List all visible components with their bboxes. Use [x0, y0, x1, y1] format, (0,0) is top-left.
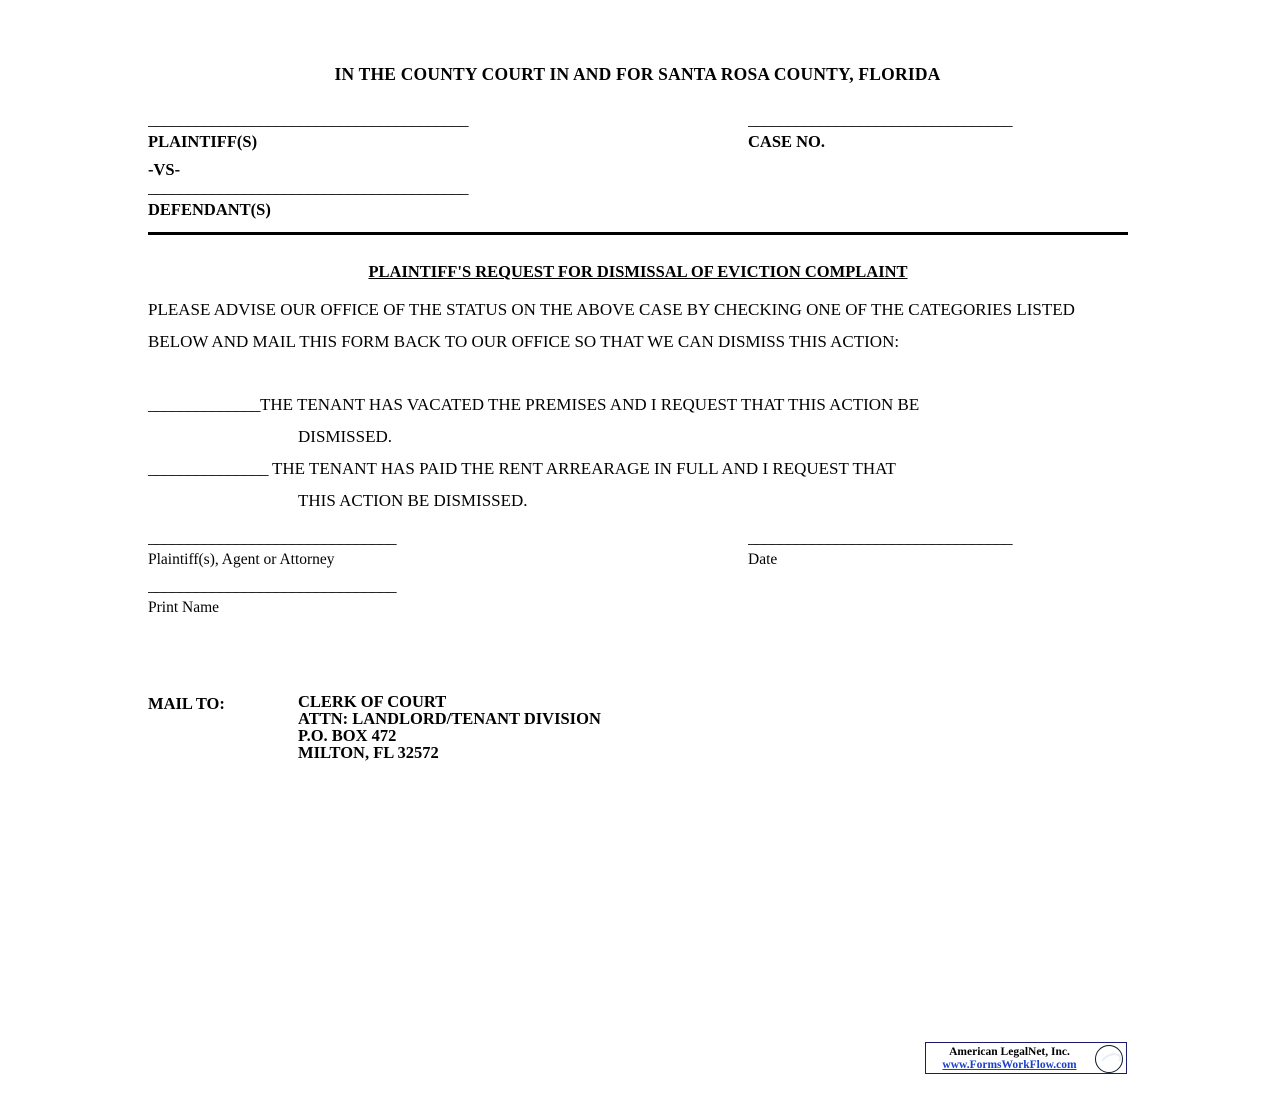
instructions-paragraph: PLEASE ADVISE OUR OFFICE OF THE STATUS ON THE ABOVE CASE BY CHECKING ONE OF THE CATEGORIES LISTED BELOW AND MAIL THIS FORM BACK TO OUR OFFICE SO THAT WE CAN DISMISS THIS ACTION: [148, 300, 1075, 351]
signature-label-wrap [148, 550, 493, 569]
defendant-label: DEFENDANT(S) [148, 200, 271, 219]
document-title-text: PLAINTIFF'S REQUEST FOR DISMISSAL OF EVICTION COMPLAINT [368, 262, 908, 281]
option-vacated[interactable] [148, 389, 1128, 453]
option-paid-arrearage[interactable] [148, 453, 1128, 517]
print-name-label: Print Name [148, 599, 220, 616]
plaintiff-label-wrap [148, 132, 618, 151]
option-paid-arrearage-continuation: THIS ACTION BE DISMISSED. [298, 491, 528, 510]
mail-to-label: MAIL TO: [148, 694, 225, 713]
signature-rule[interactable]: _______________________________ [148, 530, 396, 546]
date-label-wrap [748, 550, 1093, 569]
vs-label-wrap [148, 160, 618, 179]
plaintiff-label: PLAINTIFF(S) [148, 132, 258, 151]
mail-to-line-4: MILTON, FL 32572 [298, 743, 439, 763]
legalnet-logo-icon [1095, 1045, 1123, 1073]
vs-label: -VS- [148, 160, 181, 179]
option-vacated-text: THE TENANT HAS VACATED THE PREMISES AND I REQUEST THAT THIS ACTION BE [260, 395, 920, 414]
date-rule[interactable]: _________________________________ [748, 530, 1012, 546]
plaintiff-rule[interactable]: ________________________________________ [148, 112, 468, 128]
defendant-label-wrap [148, 200, 618, 219]
mail-to-line-1: CLERK OF COURT [298, 692, 447, 711]
court-heading: IN THE COUNTY COURT IN AND FOR SANTA ROSA COUNTY, FLORIDA [334, 64, 941, 84]
mail-to-address [298, 694, 601, 762]
case-no-line [748, 112, 1148, 128]
footer-stamp [925, 1042, 1127, 1074]
print-name-line [148, 578, 493, 594]
option-vacated-blank[interactable]: ______________ [148, 395, 260, 414]
date-line [748, 530, 1093, 546]
case-no-label: CASE NO. [748, 132, 826, 151]
option-vacated-continuation: DISMISSED. [298, 427, 392, 446]
case-no-label-wrap [748, 132, 1148, 151]
print-name-rule[interactable]: _______________________________ [148, 578, 396, 594]
option-paid-arrearage-blank[interactable]: _______________ [148, 459, 268, 478]
document-title [148, 262, 1128, 282]
footer-stamp-company: American LegalNet, Inc. [949, 1046, 1070, 1058]
caption-divider [148, 232, 1128, 235]
mail-to-line-2: ATTN: LANDLORD/TENANT DIVISION [298, 709, 601, 729]
defendant-line [148, 180, 618, 196]
case-no-rule[interactable]: _________________________________ [748, 112, 1012, 128]
signature-line [148, 530, 493, 546]
footer-stamp-text [932, 1046, 1087, 1072]
date-label: Date [748, 551, 778, 568]
footer-stamp-website[interactable]: www.FormsWorkFlow.com [942, 1059, 1077, 1071]
plaintiff-line [148, 112, 618, 128]
signature-label: Plaintiff(s), Agent or Attorney [148, 551, 335, 568]
mail-to-line-3: P.O. BOX 472 [298, 726, 397, 746]
option-paid-arrearage-text: THE TENANT HAS PAID THE RENT ARREARAGE IN FULL AND I REQUEST THAT [268, 459, 896, 478]
print-name-label-wrap [148, 598, 493, 617]
defendant-rule[interactable]: ________________________________________ [148, 180, 468, 196]
